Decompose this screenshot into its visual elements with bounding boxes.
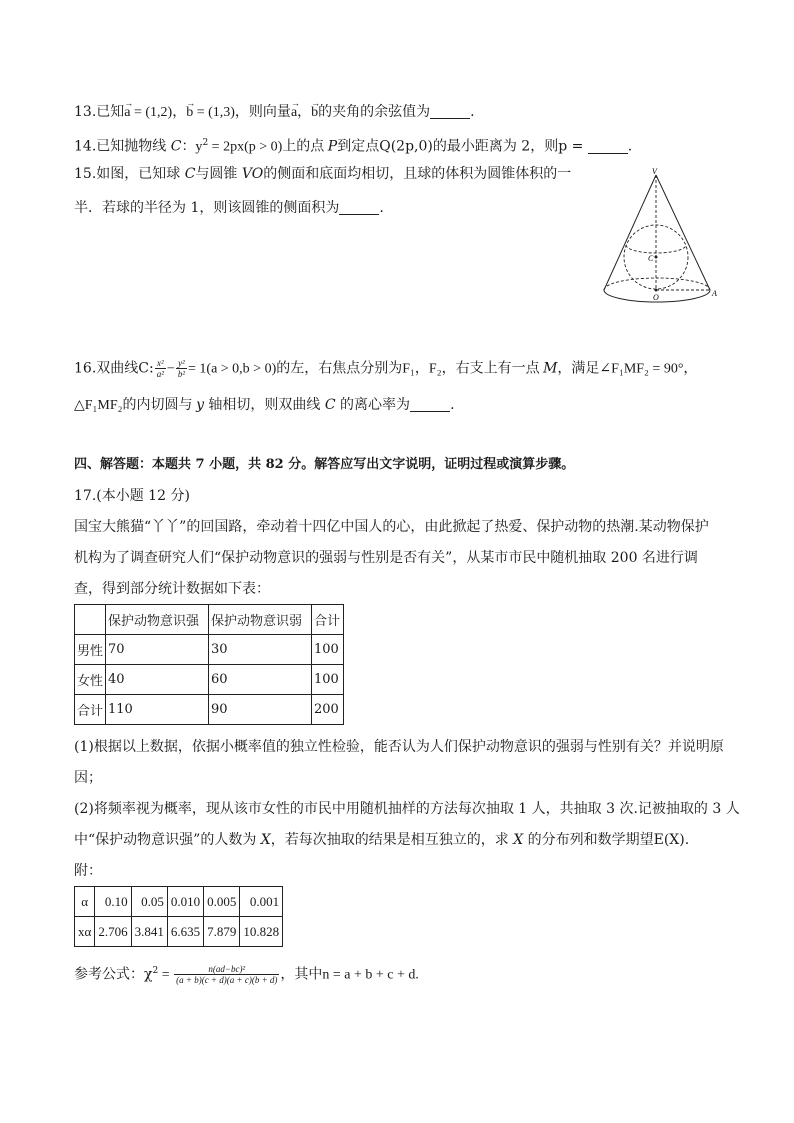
center-c-dot bbox=[655, 256, 658, 259]
table-cell: 200 bbox=[312, 695, 344, 725]
alpha-cell: 0.05 bbox=[131, 887, 167, 917]
chi-square-fraction bbox=[174, 964, 279, 985]
alpha-cell: 6.635 bbox=[167, 917, 203, 947]
q16-text-a: 16.双曲线C: bbox=[74, 360, 154, 377]
table-cell: 60 bbox=[209, 665, 312, 695]
section-4-title: 四、解答题：本题共 7 小题，共 82 分。解答应写出文字说明，证明过程或演算步骤。 bbox=[74, 457, 575, 472]
cone-right-edge bbox=[656, 175, 710, 290]
question-14: 14.已知抛物线 C：$y^2 = 2px(p > 0)$上的点 P到定点Q(2p,0)的最小距离为 2，则p = . bbox=[74, 138, 633, 155]
table-header-cell: 合计 bbox=[312, 605, 344, 635]
q17-sub2-end: 的分布列和数学期望E(X). bbox=[523, 832, 690, 848]
q16-line2-b: 轴相切，则双曲线 bbox=[203, 397, 325, 413]
q14-equation: = 2px(p > 0)上的点 bbox=[208, 139, 328, 155]
q14-end: . bbox=[627, 138, 633, 155]
q15-cone: VO bbox=[241, 166, 264, 182]
table-row bbox=[75, 665, 344, 695]
table-cell: 90 bbox=[209, 695, 312, 725]
q16-line2-c: 的离心率为 bbox=[335, 397, 411, 413]
q17-para-2: 机构为了调查研究人们“保护动物意识的强弱与性别是否有关”，从某市市民中随机抽取 200 名进行调 bbox=[74, 550, 698, 566]
q17-para-3: 查，得到部分统计数据如下表： bbox=[74, 581, 270, 597]
frac-y-num: y² bbox=[176, 358, 187, 369]
formula-eq: = bbox=[158, 967, 174, 983]
q16-y-axis: y bbox=[196, 397, 204, 413]
q16-point-m: M bbox=[543, 360, 558, 377]
x-alpha-row bbox=[75, 917, 283, 947]
q17-sub1-line1: (1)根据以上数据，依据小概率值的独立性检验，能否认为人们保护动物意识的强弱与性别有关？并说明原 bbox=[74, 739, 724, 755]
q14-colon: ：y bbox=[181, 139, 203, 155]
fraction-y bbox=[176, 358, 187, 379]
critical-value-table bbox=[74, 886, 283, 947]
frac-x-den: a² bbox=[156, 369, 164, 379]
fraction-x bbox=[155, 358, 166, 379]
table-cell: 女性 bbox=[75, 665, 106, 695]
q14-prefix: 14.已知抛物线 bbox=[74, 138, 171, 155]
table-cell: 男性 bbox=[75, 635, 106, 665]
q13-prefix: 13.已知 bbox=[74, 104, 125, 120]
alpha-cell: 3.841 bbox=[131, 917, 167, 947]
q16-text-c: ，满足∠F₁MF₂ = 90°， bbox=[557, 361, 698, 377]
table-cell: 100 bbox=[312, 665, 344, 695]
cone-sphere-figure bbox=[598, 165, 724, 305]
alpha-cell: 0.010 bbox=[167, 887, 203, 917]
q13-suffix: 的夹角的余弦值为 bbox=[318, 104, 431, 120]
q16-minus: − bbox=[166, 361, 175, 377]
table-cell: 110 bbox=[106, 695, 209, 725]
table-header-row bbox=[75, 605, 344, 635]
alpha-cell: xα bbox=[75, 917, 95, 947]
question-16-line1 bbox=[74, 358, 697, 379]
q13-end: . bbox=[470, 104, 475, 120]
q13-vector-b-ref: → b bbox=[311, 104, 318, 122]
q13-vector-a: → a = (1,2)， bbox=[124, 104, 186, 122]
table-cell: 100 bbox=[312, 635, 344, 665]
label-o: O bbox=[653, 293, 659, 302]
q17-sub2-line1: (2)将频率视为概率，现从该市女性的市民中用随机抽样的方法每次抽取 1 人，共抽取 3 次.记被抽取的 3 人 bbox=[74, 801, 740, 817]
alpha-cell: 0.10 bbox=[95, 887, 131, 917]
q17-sub2-line2 bbox=[74, 831, 689, 849]
alpha-cell: 7.879 bbox=[204, 917, 240, 947]
q15-text-a: 15.如图，已知球 bbox=[74, 166, 185, 182]
table-header-cell: 保护动物意识弱 bbox=[209, 605, 312, 635]
alpha-cell: 0.001 bbox=[240, 887, 283, 917]
q17-var-x: X bbox=[260, 832, 271, 848]
q13-vector-b: → b = (1,3)，则向量 bbox=[186, 104, 291, 122]
table-cell: 30 bbox=[209, 635, 312, 665]
alpha-cell: 0.005 bbox=[204, 887, 240, 917]
formula-tail: ，其中n = a + b + c + d. bbox=[280, 967, 419, 983]
alpha-cell: α bbox=[75, 887, 95, 917]
alpha-cell: 10.828 bbox=[240, 917, 283, 947]
formula-numerator: n(ad−bc)² bbox=[174, 964, 279, 975]
q15-answer-blank bbox=[339, 200, 379, 215]
table-cell: 40 bbox=[106, 665, 209, 695]
q16-line2-a: △F₁MF₂的内切圆与 bbox=[74, 398, 197, 413]
label-v: V bbox=[652, 167, 657, 176]
q17-var-x: X bbox=[513, 832, 524, 848]
q15-text-c: 的侧面和底面均相切，且球的体积为圆锥体积的一 bbox=[263, 166, 572, 182]
formula-denominator: (a + b)(c + d)(a + c)(b + d) bbox=[176, 975, 278, 986]
q13-vector-a-ref: → a， bbox=[291, 104, 311, 122]
label-c: C bbox=[648, 254, 654, 263]
q14-point: P bbox=[327, 138, 338, 155]
formula-label: 参考公式：χ bbox=[74, 966, 153, 983]
question-15-line1 bbox=[74, 165, 571, 183]
question-15-line2 bbox=[74, 199, 384, 217]
label-a: A bbox=[712, 289, 717, 298]
q15-ball: C bbox=[184, 166, 196, 182]
q15-line2-text: 半．若球的半径为 1，则该圆锥的侧面积为 bbox=[74, 200, 340, 216]
q14-middle: 到定点Q(2p,0)的最小距离为 2，则p = bbox=[337, 138, 588, 155]
table-header-cell bbox=[75, 605, 106, 635]
q14-curve: C bbox=[170, 138, 182, 155]
alpha-row bbox=[75, 887, 283, 917]
q17-sub2-pre: 中“保护动物意识强”的人数为 bbox=[74, 832, 261, 848]
table-row bbox=[75, 635, 344, 665]
q15-text-b: 与圆锥 bbox=[195, 166, 242, 182]
q17-sub1-line2: 因； bbox=[74, 770, 102, 786]
cone-left-edge bbox=[604, 175, 656, 290]
table-row bbox=[75, 695, 344, 725]
q17-header: 17.(本小题 12 分) bbox=[74, 488, 190, 504]
q13-answer-blank bbox=[430, 104, 470, 119]
survey-table bbox=[74, 604, 344, 725]
reference-formula: 参考公式：$\chi^2$ = $\frac{\text{n(ad−bc)²}}{(a + b)(c + d)(a + c)(b + d)}$ ，其中n = a + b + c + d. bbox=[74, 964, 419, 986]
q14-answer-blank bbox=[588, 139, 628, 154]
q17-sub2-mid: ，若每次抽取的结果是相互独立的，求 bbox=[270, 832, 514, 848]
table-header-cell: 保护动物意识强 bbox=[106, 605, 209, 635]
center-o-dot bbox=[655, 289, 658, 292]
alpha-cell: 2.706 bbox=[95, 917, 131, 947]
frac-x-num: x² bbox=[155, 358, 166, 369]
q16-text-b: = 1(a > 0,b > 0)的左，右焦点分别为F₁，F₂，右支上有一点 bbox=[188, 361, 544, 377]
frac-y-den: b² bbox=[177, 369, 186, 379]
table-cell: 合计 bbox=[75, 695, 106, 725]
q16-end: . bbox=[450, 397, 455, 413]
q16-answer-blank bbox=[410, 397, 450, 412]
question-16-line2 bbox=[74, 396, 455, 415]
appendix-label: 附： bbox=[74, 863, 102, 879]
question-13 bbox=[74, 103, 475, 122]
q15-end: . bbox=[379, 200, 384, 216]
q16-curve: C bbox=[324, 397, 336, 413]
base-back-arc bbox=[604, 278, 710, 290]
table-cell: 70 bbox=[106, 635, 209, 665]
q17-para-1: 国宝大熊猫“丫丫”的回国路，牵动着十四亿中国人的心，由此掀起了热爱、保护动物的热潮.某动物保护 bbox=[74, 519, 709, 535]
